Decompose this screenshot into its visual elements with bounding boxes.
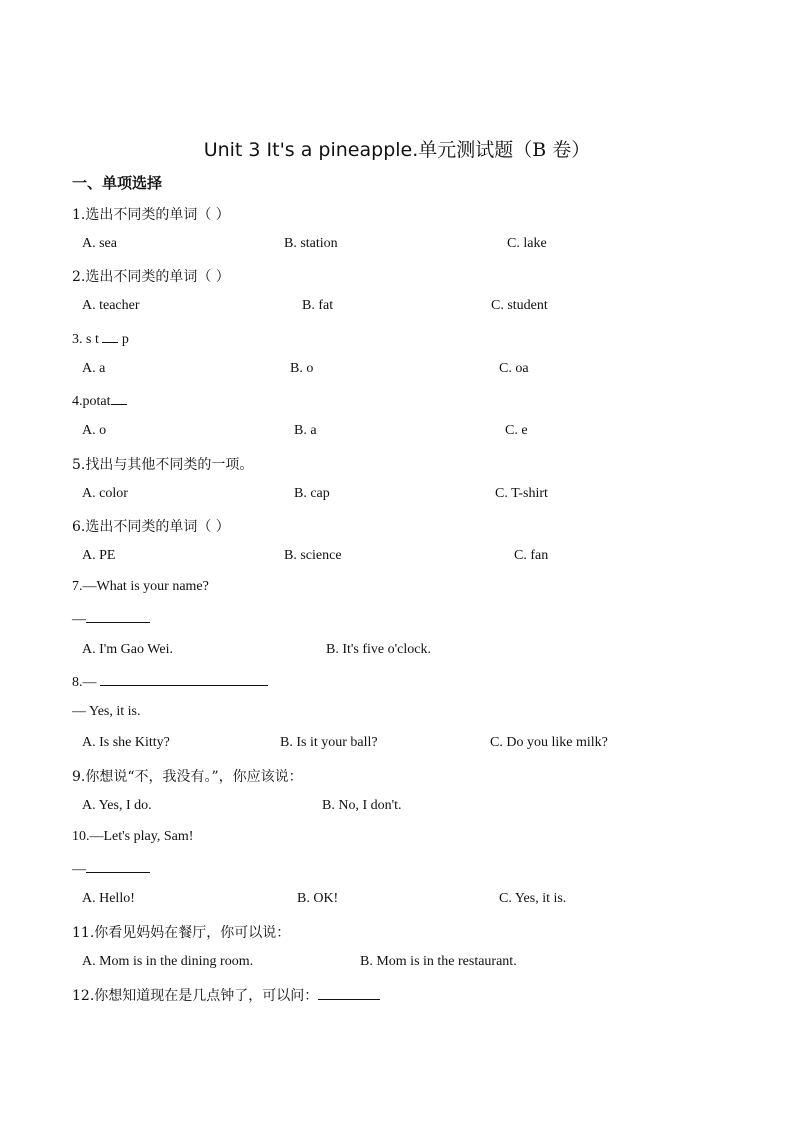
question-5: 5.找出与其他不同类的一项。 — [72, 457, 254, 473]
q8-option-c: C. Do you like milk? — [490, 735, 608, 750]
question-12: 12.你想知道现在是几点钟了，可以问： — [72, 985, 380, 1005]
q10-option-c: C. Yes, it is. — [499, 891, 567, 906]
question-10: 10.—Let's play, Sam! — [72, 829, 194, 844]
title-english: Unit 3 It's a pineapple. — [203, 139, 419, 161]
q4-option-c: C. e — [505, 423, 528, 438]
question-6: 6.选出不同类的单词（ ） — [72, 519, 230, 535]
q6-option-a: A. PE — [82, 548, 116, 563]
question-3: 3. s t p — [72, 332, 129, 347]
q3-option-c: C. oa — [499, 361, 529, 376]
q8-response-line: — Yes, it is. — [72, 704, 141, 719]
q2-option-b: B. fat — [302, 298, 334, 313]
q9-option-b: B. No, I don't. — [322, 798, 402, 813]
q1-option-c: C. lake — [507, 236, 547, 251]
q1-option-b: B. station — [284, 236, 338, 251]
q5-option-b: B. cap — [294, 486, 330, 501]
answer-blank — [111, 392, 127, 405]
q3-option-b: B. o — [290, 361, 314, 376]
q8-option-a: A. Is she Kitty? — [82, 735, 170, 750]
question-7: 7.—What is your name? — [72, 579, 209, 594]
answer-blank — [102, 330, 118, 343]
q6-option-b: B. science — [284, 548, 342, 563]
q1-option-a: A. sea — [82, 236, 117, 251]
title-chinese: 单元测试题（B 卷） — [418, 139, 591, 161]
q7-response-line: — — [72, 610, 150, 628]
q2-option-c: C. student — [491, 298, 548, 313]
answer-blank — [100, 673, 268, 686]
q7-option-b: B. It's five o'clock. — [326, 642, 431, 657]
answer-blank — [318, 987, 380, 1000]
answer-blank — [86, 610, 150, 623]
answer-blank — [86, 860, 150, 873]
q10-response-line: — — [72, 860, 150, 878]
section-heading: 一、单项选择 — [72, 174, 163, 192]
q7-option-a: A. I'm Gao Wei. — [82, 642, 173, 657]
question-4: 4.potat — [72, 392, 127, 410]
page-title — [0, 135, 794, 162]
q4-option-b: B. a — [294, 423, 317, 438]
q4-option-a: A. o — [82, 423, 107, 438]
q6-option-c: C. fan — [514, 548, 549, 563]
question-2: 2.选出不同类的单词（ ） — [72, 269, 230, 285]
q10-option-b: B. OK! — [297, 891, 339, 906]
question-11: 11.你看见妈妈在餐厅，你可以说： — [72, 925, 291, 941]
question-9: 9.你想说“不，我没有。”，你应该说： — [72, 769, 303, 785]
q11-option-b: B. Mom is in the restaurant. — [360, 954, 517, 969]
q3-option-a: A. a — [82, 361, 106, 376]
q8-option-b: B. Is it your ball? — [280, 735, 378, 750]
q2-option-a: A. teacher — [82, 298, 140, 313]
q5-option-c: C. T-shirt — [495, 486, 548, 501]
q11-option-a: A. Mom is in the dining room. — [82, 954, 254, 969]
question-1: 1.选出不同类的单词（ ） — [72, 207, 230, 223]
q9-option-a: A. Yes, I do. — [82, 798, 152, 813]
q5-option-a: A. color — [82, 486, 128, 501]
q10-option-a: A. Hello! — [82, 891, 135, 906]
question-8: 8.— — [72, 673, 268, 691]
